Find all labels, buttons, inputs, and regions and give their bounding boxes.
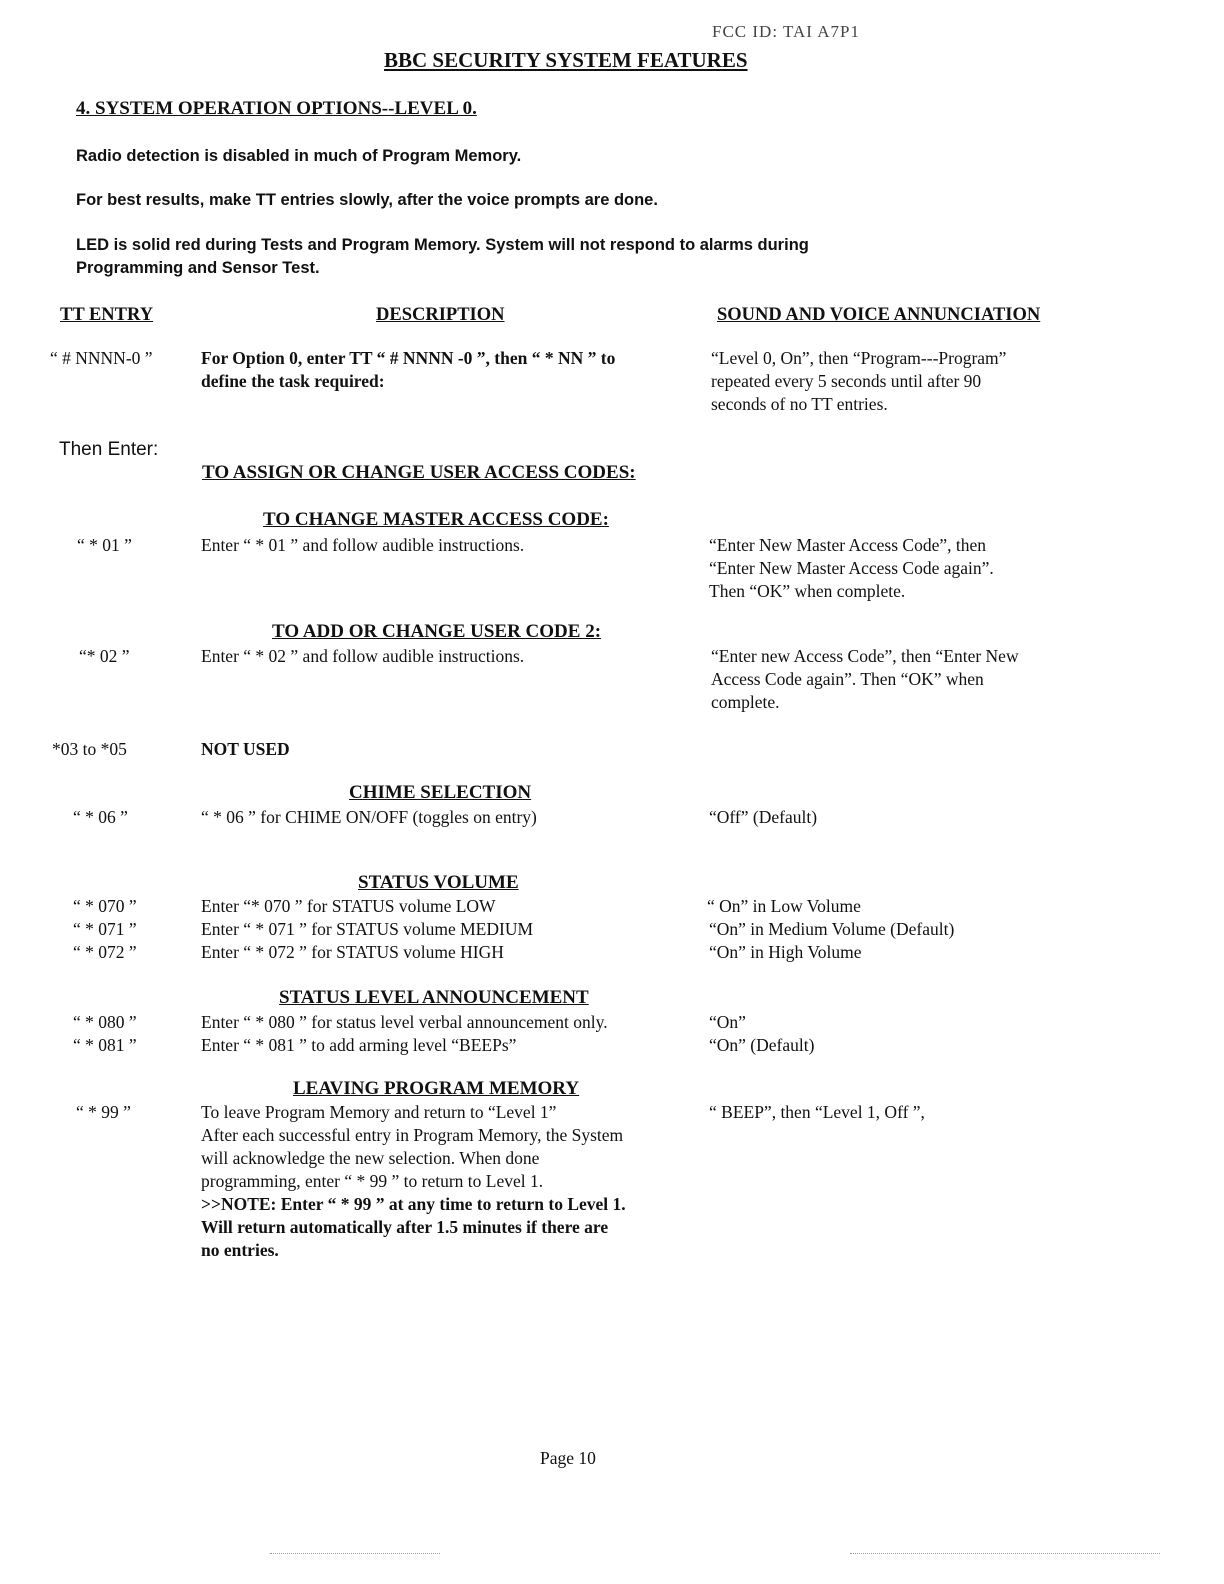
desc-02: Enter “ * 02 ” and follow audible instructions. <box>201 646 525 666</box>
column-header-sound: SOUND AND VOICE ANNUNCIATION <box>717 305 1041 325</box>
sound-02-line1: “Enter new Access Code”, then “Enter New <box>711 646 1019 666</box>
sound-080: “On” <box>709 1012 746 1032</box>
sound-option-0-line3: seconds of no TT entries. <box>711 394 888 414</box>
sound-072: “On” in High Volume <box>709 942 862 962</box>
intro-line-best-results: For best results, make TT entries slowly, after the voice prompts are done. <box>76 191 658 209</box>
note-line1: >>NOTE: Enter “ * 99 ” at any time to return to Level 1. <box>201 1194 626 1214</box>
status-volume-heading: STATUS VOLUME <box>358 872 519 893</box>
desc-06: “ * 06 ” for CHIME ON/OFF (toggles on entry) <box>201 807 537 827</box>
assign-codes-heading: TO ASSIGN OR CHANGE USER ACCESS CODES: <box>202 462 636 483</box>
note-line2: Will return automatically after 1.5 minutes if there are <box>201 1217 609 1237</box>
sound-option-0-line1: “Level 0, On”, then “Program---Program” <box>711 348 1007 368</box>
section-title: 4. SYSTEM OPERATION OPTIONS--LEVEL 0. <box>76 98 477 119</box>
sound-option-0-line2: repeated every 5 seconds until after 90 <box>711 371 982 391</box>
intro-line-led: LED is solid red during Tests and Program Memory. System will not respond to alarms during <box>76 236 809 254</box>
intro-line-radio: Radio detection is disabled in much of Program Memory. <box>76 147 522 165</box>
sound-01-line1: “Enter New Master Access Code”, then <box>709 535 986 555</box>
entry-071: “ * 071 ” <box>73 919 137 939</box>
desc-01: Enter “ * 01 ” and follow audible instructions. <box>201 535 525 555</box>
desc-070: Enter “* 070 ” for STATUS volume LOW <box>201 896 496 916</box>
entry-option-0: “ # NNNN-0 ” <box>50 348 153 368</box>
desc-071: Enter “ * 071 ” for STATUS volume MEDIUM <box>201 919 534 939</box>
leaving-program-memory-heading: LEAVING PROGRAM MEMORY <box>293 1078 580 1099</box>
sound-01-line2: “Enter New Master Access Code again”. <box>709 558 994 578</box>
then-enter-label: Then Enter: <box>59 439 159 460</box>
desc-072: Enter “ * 072 ” for STATUS volume HIGH <box>201 942 504 962</box>
desc-option-0-line2: define the task required: <box>201 371 385 391</box>
master-code-heading: TO CHANGE MASTER ACCESS CODE: <box>263 509 609 530</box>
column-header-description: DESCRIPTION <box>376 305 505 325</box>
sound-02-line3: complete. <box>711 692 780 712</box>
entry-02: “* 02 ” <box>79 646 130 666</box>
sound-081: “On” (Default) <box>709 1035 815 1055</box>
entry-081: “ * 081 ” <box>73 1035 137 1055</box>
sound-070: “ On” in Low Volume <box>707 896 861 916</box>
sound-01-line3: Then “OK” when complete. <box>709 581 906 601</box>
sound-02-line2: Access Code again”. Then “OK” when <box>711 669 984 689</box>
sound-06: “Off” (Default) <box>709 807 818 827</box>
entry-01: “ * 01 ” <box>77 535 132 555</box>
desc-080: Enter “ * 080 ” for status level verbal announcement only. <box>201 1012 608 1032</box>
sound-071: “On” in Medium Volume (Default) <box>709 919 955 939</box>
status-announcement-heading: STATUS LEVEL ANNOUNCEMENT <box>279 987 589 1008</box>
user-code-2-heading: TO ADD OR CHANGE USER CODE 2: <box>272 621 602 642</box>
desc-99-line2: After each successful entry in Program Memory, the System <box>201 1125 624 1145</box>
entry-99: “ * 99 ” <box>76 1102 131 1122</box>
entry-06: “ * 06 ” <box>73 807 128 827</box>
column-header-tt-entry: TT ENTRY <box>60 305 154 325</box>
entry-072: “ * 072 ” <box>73 942 137 962</box>
desc-99-line1: To leave Program Memory and return to “Level 1” <box>201 1102 557 1122</box>
desc-03-05: NOT USED <box>201 739 290 759</box>
scan-artifact-line <box>850 1553 1160 1554</box>
desc-99-line3: will acknowledge the new selection. When done <box>201 1148 540 1168</box>
entry-080: “ * 080 ” <box>73 1012 137 1032</box>
scan-artifact-line <box>270 1553 440 1554</box>
desc-081: Enter “ * 081 ” to add arming level “BEEPs” <box>201 1035 517 1055</box>
desc-option-0-line1: For Option 0, enter TT “ # NNNN -0 ”, then “ * NN ” to <box>201 348 616 368</box>
fcc-id: FCC ID: TAI A7P1 <box>712 22 860 41</box>
entry-03-05: *03 to *05 <box>52 739 127 759</box>
entry-070: “ * 070 ” <box>73 896 137 916</box>
note-line3: no entries. <box>201 1240 279 1260</box>
document-title: BBC SECURITY SYSTEM FEATURES <box>384 48 748 72</box>
desc-99-line4: programming, enter “ * 99 ” to return to Level 1. <box>201 1171 544 1191</box>
chime-heading: CHIME SELECTION <box>349 782 532 803</box>
intro-line-led-cont: Programming and Sensor Test. <box>76 259 320 277</box>
sound-99: “ BEEP”, then “Level 1, Off ”, <box>709 1102 925 1122</box>
page-number: Page 10 <box>540 1448 596 1468</box>
